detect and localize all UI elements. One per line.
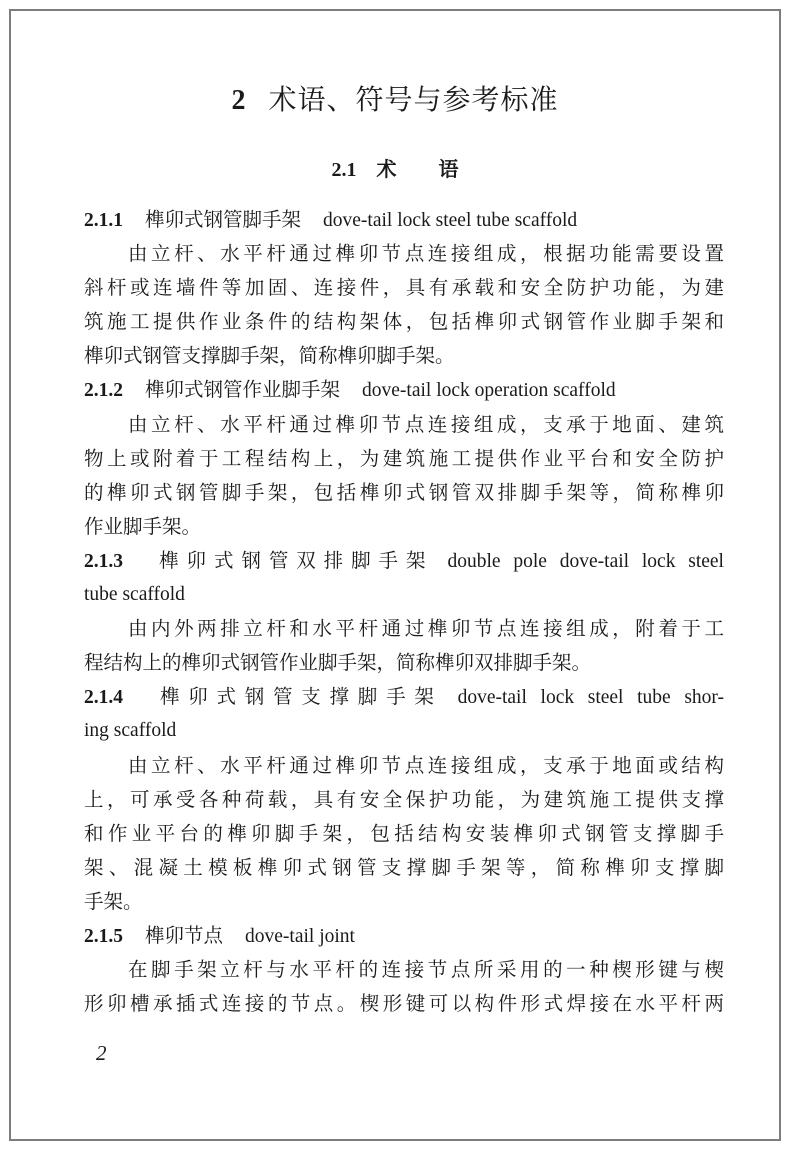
definition-line: 作业脚手架。 [84,514,202,538]
term-number: 2.1.4 [84,687,123,709]
chapter-title-text: 术语、符号与参考标准 [268,83,559,116]
term-heading [84,203,724,237]
definition-line: 由立杆、水平杆通过榫卯节点连接组成，根据功能需要设置 [128,242,724,266]
page-number: 2 [96,1041,107,1065]
section-title-char-2: 语 [438,157,459,181]
term-zh: 榫卯式钢管作业脚手架 [145,378,341,402]
definition-line: 榫卯式钢管支撑脚手架，简称榫卯脚手架。 [84,344,455,368]
section-title-char-1: 术 [376,157,397,181]
term-zh: 榫卯式钢管脚手架 [145,208,302,231]
term-number: 2.1.3 [84,550,123,572]
term-en: dove-tail lock operation scaffold [362,380,616,402]
terms-body [84,203,724,1021]
term-number: 2.1.5 [84,925,123,947]
term-heading [84,544,724,578]
term-en-continued: ing scaffold [84,720,177,742]
definition-line: 物上或附着于工程结构上，为建筑施工提供作业平台和安全防护 [84,446,724,470]
term-zh: 榫卯式钢管双排脚手架 [159,548,434,572]
chapter-number: 2 [231,85,247,116]
term-en: dove-tail joint [245,925,355,947]
definition-line: 和作业平台的榫卯脚手架，包括结构安装榫卯式钢管支撑脚手 [84,821,724,845]
chapter-title [0,82,790,119]
definition-line: 的榫卯式钢管脚手架，包括榫卯式钢管双排脚手架等，简称榫卯 [84,480,724,504]
definition-line: 上，可承受各种荷载，具有安全保护功能，为建筑施工提供支撑 [84,787,724,811]
section-title [0,154,790,185]
term-en-continued: tube scaffold [84,584,185,606]
term-heading [84,373,724,407]
definition-line: 在脚手架立杆与水平杆的连接节点所采用的一种楔形键与楔 [128,958,724,982]
definition-line: 斜杆或连墙件等加固、连接件，具有承载和安全防护功能，为建 [84,276,724,300]
term-zh: 榫卯式钢管支撑脚手架 [159,685,443,709]
definition-line: 由内外两排立杆和水平杆通过榫卯节点连接组成，附着于工 [128,617,724,641]
term-number: 2.1.1 [84,210,123,231]
definition-line: 程结构上的榫卯式钢管作业脚手架，简称榫卯双排脚手架。 [84,651,592,675]
definition-line: 手架。 [84,889,143,913]
term-zh: 榫卯节点 [145,923,224,947]
term-heading [84,919,724,953]
definition-line: 由立杆、水平杆通过榫卯节点连接组成，支承于地面或结构 [128,753,724,777]
definition-line: 形卯槽承插式连接的节点。楔形键可以构件形式焊接在水平杆两 [84,992,724,1016]
definition-line: 筑施工提供作业条件的结构架体，包括榫卯式钢管作业脚手架和 [84,310,724,334]
term-en: double pole dove-tail lock steel [447,550,724,572]
term-number: 2.1.2 [84,380,123,402]
term-en: dove-tail lock steel tube scaffold [323,210,578,231]
definition-line: 架、混凝土模板榫卯式钢管支撑脚手架等，简称榫卯支撑脚 [84,855,724,879]
term-en: dove-tail lock steel tube shor- [457,687,725,709]
section-number: 2.1 [331,159,357,181]
term-heading [84,680,724,714]
definition-line: 由立杆、水平杆通过榫卯节点连接组成，支承于地面、建筑 [128,412,724,436]
